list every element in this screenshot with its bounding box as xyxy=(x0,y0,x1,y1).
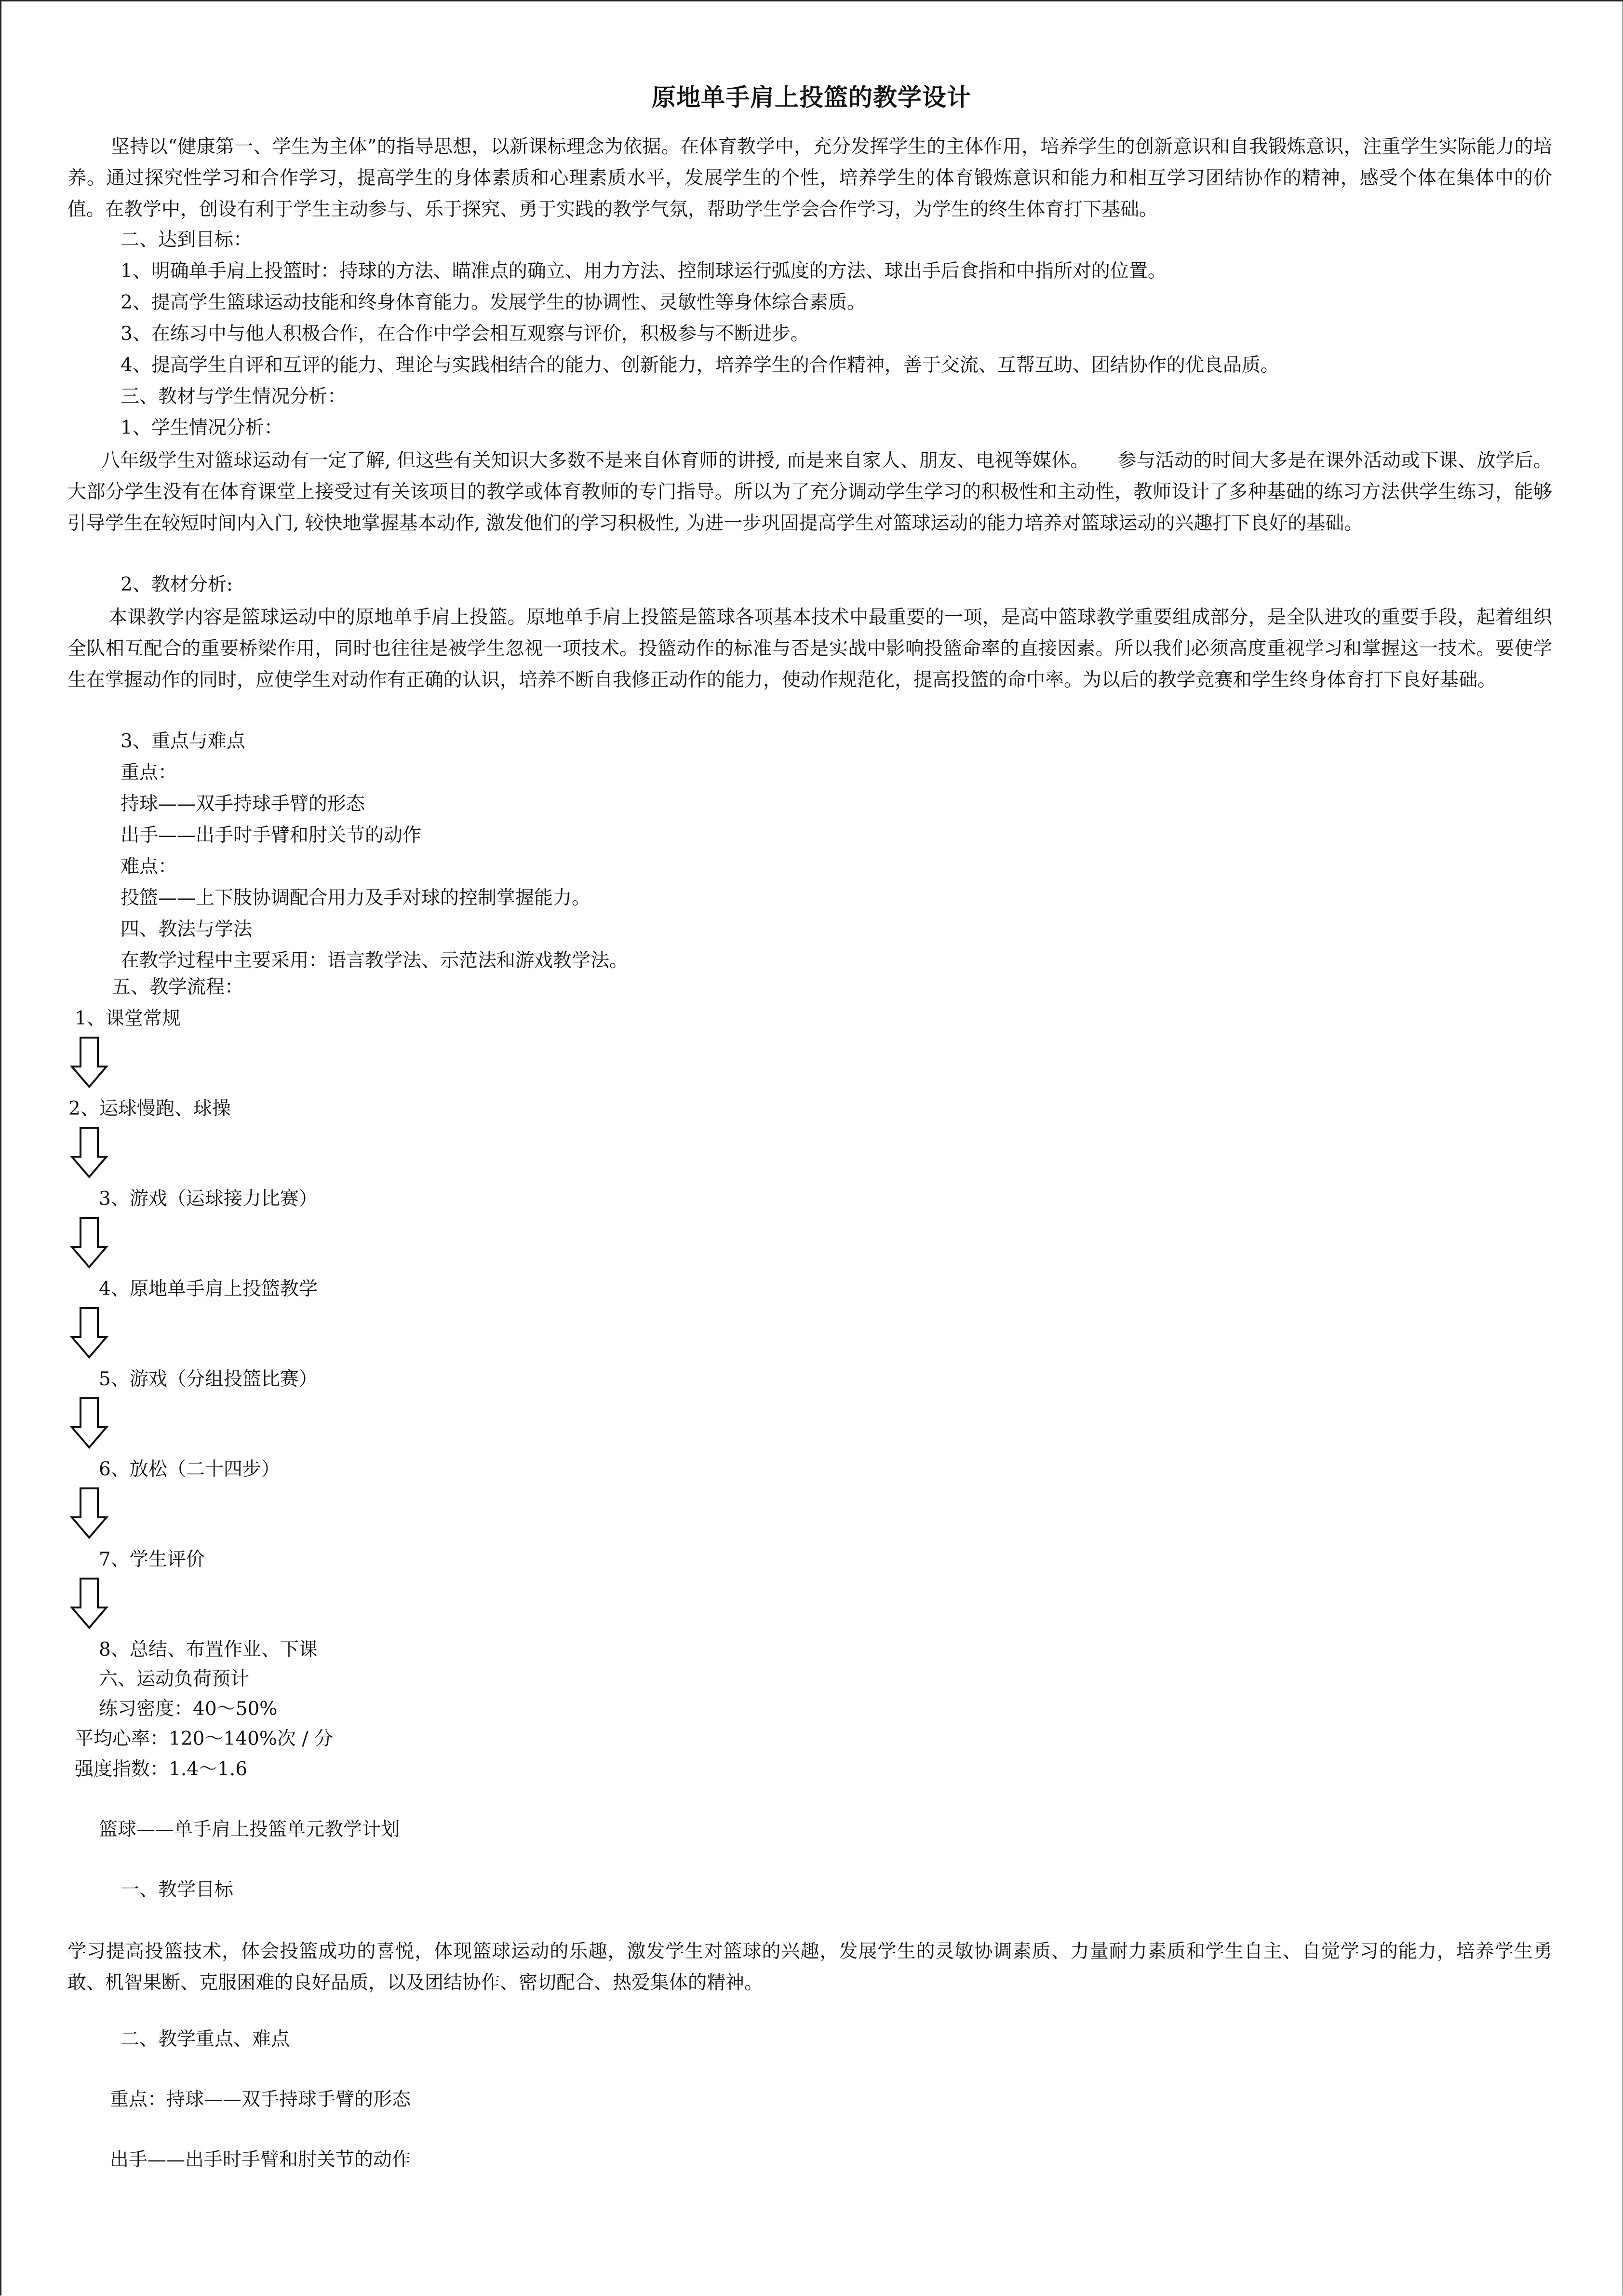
key-difficult-heading: 3、重点与难点 xyxy=(121,730,245,752)
key-point-1: 持球——双手持球手臂的形态 xyxy=(121,793,365,815)
unit-key-point-2: 出手——出手时手臂和肘关节的动作 xyxy=(110,2149,411,2171)
load-density: 练习密度：40～50% xyxy=(99,1698,278,1720)
goal-item-1: 1、明确单手肩上投篮时：持球的方法、瞄准点的确立、用力方法、控制球运行弧度的方法、球出手后食指和中指所对的位置。 xyxy=(121,260,1167,282)
methods-heading: 四、教法与学法 xyxy=(121,918,253,940)
unit-goal-heading: 一、教学目标 xyxy=(121,1879,234,1901)
flow-step-5: 5、游戏（分组投篮比赛） xyxy=(99,1368,318,1390)
goals-heading: 二、达到目标： xyxy=(121,229,253,251)
flow-step-8: 8、总结、布置作业、下课 xyxy=(99,1639,318,1661)
load-heart-rate: 平均心率：120～140%次 / 分 xyxy=(75,1728,333,1750)
flow-step-7: 7、学生评价 xyxy=(99,1549,205,1570)
analysis-heading: 三、教材与学生情况分析： xyxy=(121,386,347,407)
down-arrow-icon xyxy=(70,1487,108,1540)
goal-item-2: 2、提高学生篮球运动技能和终身体育能力。发展学生的协调性、灵敏性等身体综合素质。 xyxy=(121,292,866,313)
down-arrow-icon xyxy=(70,1397,108,1449)
unit-key-point-1: 重点：持球——双手持球手臂的形态 xyxy=(110,2089,411,2110)
flow-step-6: 6、放松（二十四步） xyxy=(99,1459,280,1480)
down-arrow-icon xyxy=(70,1578,108,1630)
difficulty-label: 难点： xyxy=(121,856,177,878)
goal-item-3: 3、在练习中与他人积极合作，在合作中学会相互观察与评价，积极参与不断进步。 xyxy=(121,323,809,345)
flow-step-4: 4、原地单手肩上投篮教学 xyxy=(99,1278,318,1300)
down-arrow-icon xyxy=(70,1127,108,1179)
key-label: 重点： xyxy=(121,762,177,783)
down-arrow-icon xyxy=(70,1307,108,1359)
down-arrow-icon xyxy=(70,1217,108,1269)
student-analysis-heading: 1、学生情况分析： xyxy=(121,417,283,439)
unit-goal-text: 学习提高投篮技术，体会投篮成功的喜悦，体现篮球运动的乐趣，激发学生对篮球的兴趣，发展学生的灵敏协调素质、力量耐力素质和学生自主、自觉学习的能力，培养学生勇敢、机智果断、克服困难的良好品质，以及团结协作、密切配合、热爱集体的精神。 xyxy=(67,1941,1552,1994)
material-analysis-text: 本课教学内容是篮球运动中的原地单手肩上投篮。原地单手肩上投篮是篮球各项基本技术中最重要的一项，是高中篮球教学重要组成部分，是全队进攻的重要手段，起着组织全队相互配合的重要桥梁作用，同时也往往是被学生忽视一项技术。投篮动作的标准与否是实战中影响投篮命率的直接因素。所以我们必须高度重视学习和掌握这一技术。要使学生在掌握动作的同时，应使学生对动作有正确的认识，培养不断自我修正动作的能力，使动作规范化，提高投篮的命中率。为以后的教学竞赛和学生终身体育打下良好基础。 xyxy=(67,607,1552,691)
flow-step-1: 1、课堂常规 xyxy=(75,1008,181,1029)
load-intensity: 强度指数：1.4～1.6 xyxy=(75,1758,248,1780)
unit-plan-title: 篮球——单手肩上投篮单元教学计划 xyxy=(99,1819,400,1840)
flow-step-2: 2、运球慢跑、球操 xyxy=(68,1098,231,1120)
down-arrow-icon xyxy=(70,1037,108,1089)
intro-paragraph: 坚持以“健康第一、学生为主体”的指导思想，以新课标理念为依据。在体育教学中，充分发挥学生的主体作用，培养学生的创新意识和自我锻炼意识，注重学生实际能力的培养。通过探究性学习和合作学习，提高学生的身体素质和心理素质水平，发展学生的个性，培养学生的体育锻炼意识和能力和相互学习团结协作的精神，感受个体在集体中的价值。在教学中，创设有利于学生主动参与、乐于探究、勇于实践的教学气氛，帮助学生学会合作学习，为学生的终生体育打下基础。 xyxy=(67,136,1552,220)
document-title: 原地单手肩上投篮的教学设计 xyxy=(652,83,971,111)
material-analysis-heading: 2、教材分析: xyxy=(121,574,233,595)
flow-step-3: 3、游戏（运球接力比赛） xyxy=(99,1188,318,1210)
goal-item-4: 4、提高学生自评和互评的能力、理论与实践相结合的能力、创新能力，培养学生的合作精神，善于交流、互帮互助、团结协作的优良品质。 xyxy=(121,354,1279,376)
unit-key-heading: 二、教学重点、难点 xyxy=(121,2028,290,2050)
methods-text: 在教学过程中主要采用：语言教学法、示范法和游戏教学法。 xyxy=(121,950,629,972)
load-heading: 六、运动负荷预计 xyxy=(99,1668,250,1690)
student-analysis-text: 八年级学生对篮球运动有一定了解, 但这些有关知识大多数不是来自体育师的讲授, 而是来自家人、朋友、电视等媒体。 参与活动的时间大多是在课外活动或下课、放学后。大部分学生没有在体育课堂上接受过有关该项目的教学或体育教师的专门指导。所以为了充分调动学生学习的积极性和主动性，教师设计了多种基础的练习方法供学生练习，能够引导学生在较短时间内入门, 较快地掌握基本动作, 激发他们的学习积极性, 为进一步巩固提高学生对篮球运动的能力培养对篮球运动的兴趣打下良好的基础。 xyxy=(67,450,1552,534)
key-point-2: 出手——出手时手臂和肘关节的动作 xyxy=(121,824,422,846)
flow-heading: 五、教学流程： xyxy=(112,976,244,998)
difficulty-point-1: 投篮——上下肢协调配合用力及手对球的控制掌握能力。 xyxy=(121,887,591,909)
